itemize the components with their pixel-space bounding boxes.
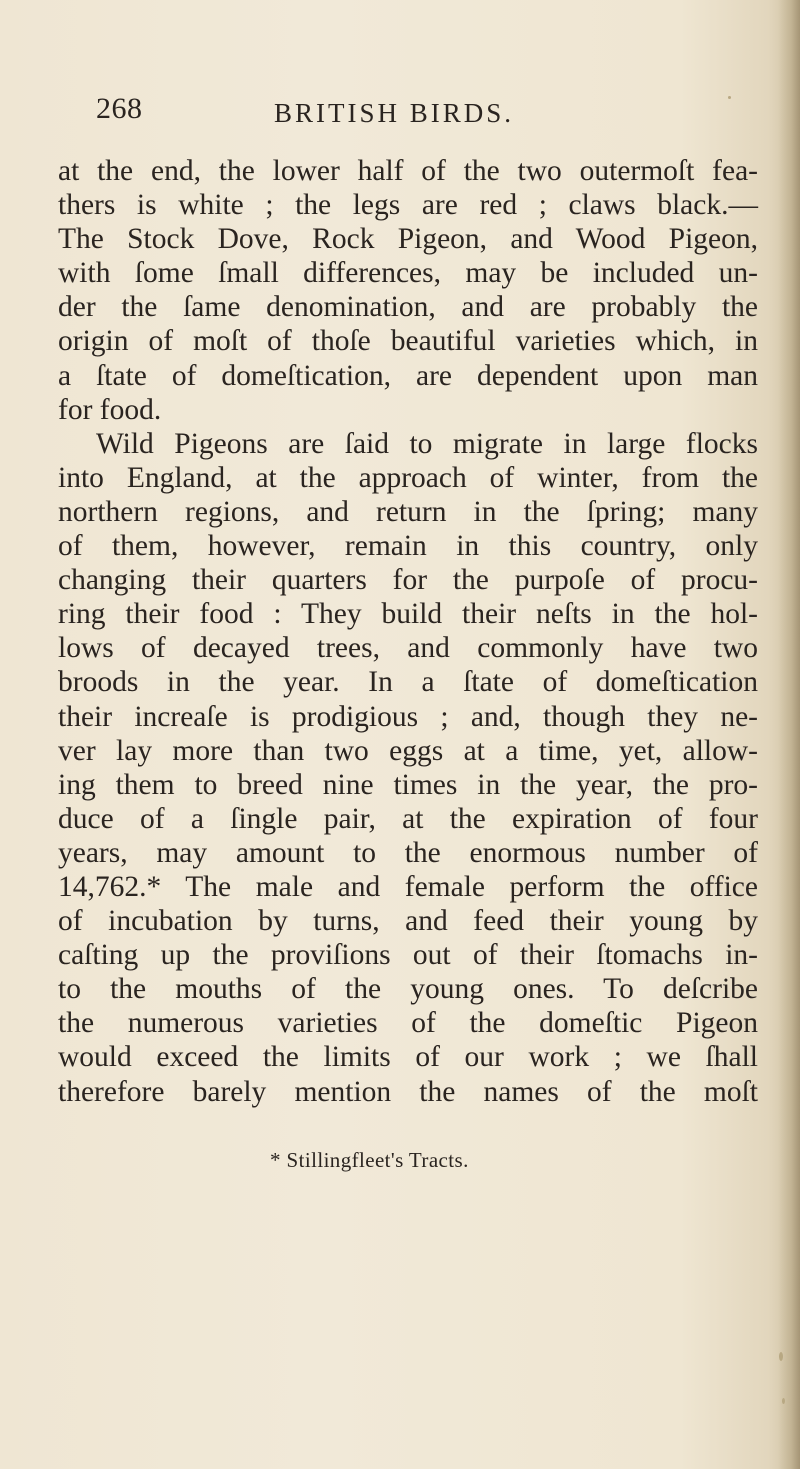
text-line: ing them to breed nine times in the year, the pro- [58,768,758,801]
text-line: therefore barely mention the names of the moſt [58,1075,758,1108]
paragraph-start-line: Wild Pigeons are ſaid to migrate in large flocks [96,427,758,460]
page-header [96,92,716,132]
text-line: broods in the year. In a ſtate of domeſtication [58,666,758,699]
text-line: caſting up the proviſions out of their ſtomachs in- [58,939,758,972]
paragraph-end-line: for food. [58,393,162,426]
text-line: of incubation by turns, and feed their young by [58,905,758,938]
paper-speck [782,1398,785,1404]
text-line: to the mouths of the young ones. To deſcribe [58,973,758,1006]
text-line: ver lay more than two eggs at a time, yet, allow- [58,734,758,767]
text-line: a ſtate of domeſtication, are dependent upon man [58,359,758,392]
paper-speck [779,1352,783,1361]
text-line: lows of decayed trees, and commonly have two [58,632,758,665]
text-line: changing their quarters for the purpoſe of procu- [58,564,758,597]
text-line: ring their food : They build their neſts in the hol- [58,598,758,631]
text-line: with ſome ſmall differences, may be included un- [58,257,758,290]
footnote: * Stillingfleet's Tracts. [270,1148,469,1172]
text-line: The Stock Dove, Rock Pigeon, and Wood Pigeon, [58,223,758,256]
text-line: 14,762.* The male and female perform the office [58,870,758,903]
text-line: duce of a ſingle pair, at the expiration of four [58,802,758,835]
page-edge-shadow [778,0,800,1469]
text-line: into England, at the approach of winter, from the [58,461,758,494]
page-number: 268 [96,92,143,125]
text-line: der the ſame denomination, and are probably the [58,291,758,324]
running-head: BRITISH BIRDS. [274,98,515,128]
text-line: at the end, the lower half of the two outermoſt fea- [58,155,758,187]
text-line: of them, however, remain in this country, only [58,530,758,563]
body-text [58,154,758,1109]
text-line: origin of moſt of thoſe beautiful varieties which, in [58,325,758,358]
text-line: would exceed the limits of our work ; we ſhall [58,1041,758,1074]
text-line: northern regions, and return in the ſpring; many [58,495,758,528]
text-line: the numerous varieties of the domeſtic Pigeon [58,1007,758,1040]
paper-speck [728,96,731,99]
text-line: thers is white ; the legs are red ; claws black.— [58,189,758,222]
text-line: their increaſe is prodigious ; and, though they ne- [58,700,758,733]
text-line: years, may amount to the enormous number of [58,836,758,869]
